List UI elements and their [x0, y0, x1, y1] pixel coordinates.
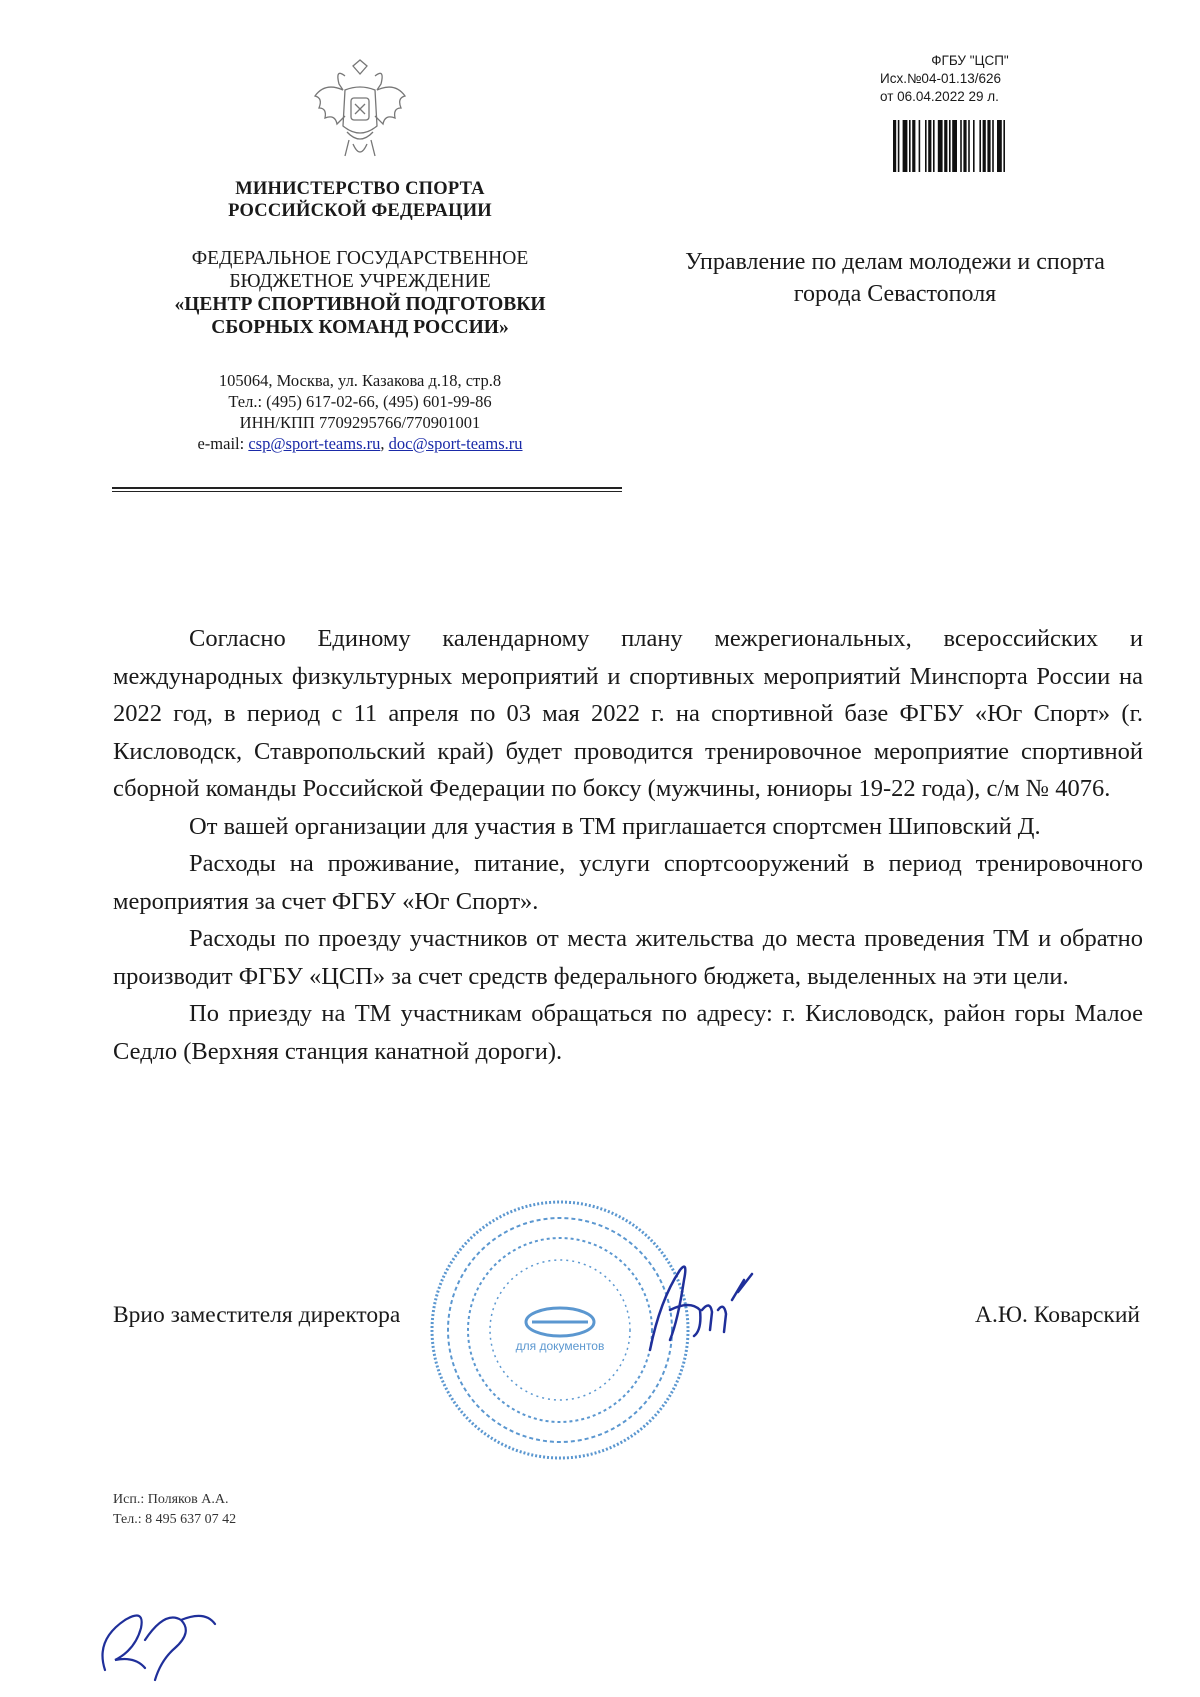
letter-body	[113, 620, 1143, 1070]
org-inn: ИНН/КПП 7709295766/770901001	[239, 413, 481, 432]
org-contacts	[150, 370, 570, 454]
org-name-line-1: «ЦЕНТР СПОРТИВНОЙ ПОДГОТОВКИ	[174, 294, 546, 315]
body-paragraph: По приезду на ТМ участникам обращаться по адресу: г. Кисловодск, район горы Малое Седло (Верхняя станция канатной дороги).	[113, 1000, 1143, 1065]
barcode-bar	[983, 120, 986, 172]
ministry-name	[190, 178, 530, 222]
executor-phone: Тел.: 8 495 637 07 42	[113, 1512, 237, 1527]
body-paragraph: От вашей организации для участия в ТМ приглашается спортсмен Шиповский Д.	[189, 812, 1041, 840]
organization-name	[130, 247, 590, 339]
signatory-title: Врио заместителя директора	[113, 1302, 401, 1328]
barcode-bar	[919, 120, 921, 172]
barcode-bar	[925, 120, 927, 172]
barcode-bar	[963, 120, 966, 172]
registration-number: Исх.№04-01.13/626	[880, 71, 1002, 86]
org-phones: Тел.: (495) 617-02-66, (495) 601-99-86	[228, 392, 492, 411]
barcode-bar	[968, 120, 970, 172]
barcode-bar	[997, 120, 1002, 172]
addressee-line-2: города Севастополя	[793, 281, 997, 307]
org-type-line-2: БЮДЖЕТНОЕ УЧРЕЖДЕНИЕ	[229, 271, 491, 292]
barcode-bar	[898, 120, 900, 172]
email-link-doc[interactable]: doc@sport-teams.ru	[388, 434, 523, 453]
registration-stamp	[880, 52, 1060, 106]
ministry-line-1: МИНИСТЕРСТВО СПОРТА	[235, 179, 485, 199]
barcode-bar	[979, 120, 981, 172]
barcode-bar	[949, 120, 951, 172]
barcode-bar	[992, 120, 994, 172]
barcode-bar	[960, 120, 962, 172]
barcode-bar	[928, 120, 931, 172]
email-separator: ,	[380, 434, 389, 453]
barcode-bar	[933, 120, 935, 172]
seal-center-text: для документов	[515, 1339, 605, 1353]
email-label: e-mail:	[197, 434, 249, 453]
barcode-bar	[909, 120, 911, 172]
executor-info	[113, 1490, 236, 1530]
org-address: 105064, Москва, ул. Казакова д.18, стр.8	[218, 371, 502, 390]
barcode-bar	[938, 120, 943, 172]
barcode	[893, 120, 1038, 172]
signatory-name: А.Ю. Коварский	[975, 1302, 1140, 1328]
barcode-bar	[973, 120, 975, 172]
barcode-bar	[987, 120, 990, 172]
ministry-line-2: РОССИЙСКОЙ ФЕДЕРАЦИИ	[228, 201, 492, 221]
handwritten-signature	[640, 1240, 760, 1370]
executor-name: Исп.: Поляков А.А.	[113, 1492, 229, 1507]
barcode-bar	[893, 120, 896, 172]
email-link-csp[interactable]: csp@sport-teams.ru	[248, 434, 381, 453]
addressee-line-1: Управление по делам молодежи и спорта	[685, 249, 1105, 275]
coat-of-arms-emblem	[305, 56, 415, 168]
body-paragraph: Расходы на проживание, питание, услуги спортсооружений в период тренировочного мероприятия за счет ФГБУ «Юг Спорт».	[113, 850, 1143, 915]
body-paragraph: Согласно Единому календарному плану межрегиональных, всероссийских и международных физкультурных мероприятий и спортивных мероприятий Минспорта России на 2022 год, в период с 11 апреля по 03 мая 2022 г. на спортивной базе ФГБУ «Юг Спорт» (г. Кисловодск, Ставропольский край) будет проводится тренировочное мероприятие спортивной сборной команды Российской Федерации по боксу (мужчины, юниоры 19-22 года), с/м № 4076.	[113, 625, 1143, 802]
barcode-bar	[912, 120, 915, 172]
barcode-bar	[1003, 120, 1005, 172]
org-name-line-2: СБОРНЫХ КОМАНД РОССИИ»	[211, 317, 509, 338]
registration-org: ФГБУ "ЦСП"	[931, 53, 1009, 68]
org-email	[150, 433, 570, 454]
barcode-bar	[944, 120, 947, 172]
letterhead-rule	[112, 487, 622, 489]
letterhead-rule-thin	[112, 491, 622, 492]
barcode-bar	[952, 120, 957, 172]
handwritten-initials	[85, 1580, 225, 1690]
barcode-bar	[903, 120, 908, 172]
addressee	[640, 246, 1150, 310]
org-type-line-1: ФЕДЕРАЛЬНОЕ ГОСУДАРСТВЕННОЕ	[191, 248, 529, 269]
registration-date: от 06.04.2022 29 л.	[880, 89, 999, 104]
body-paragraph: Расходы по проезду участников от места жительства до места проведения ТМ и обратно производит ФГБУ «ЦСП» за счет средств федерального бюджета, выделенных на эти цели.	[113, 925, 1143, 990]
